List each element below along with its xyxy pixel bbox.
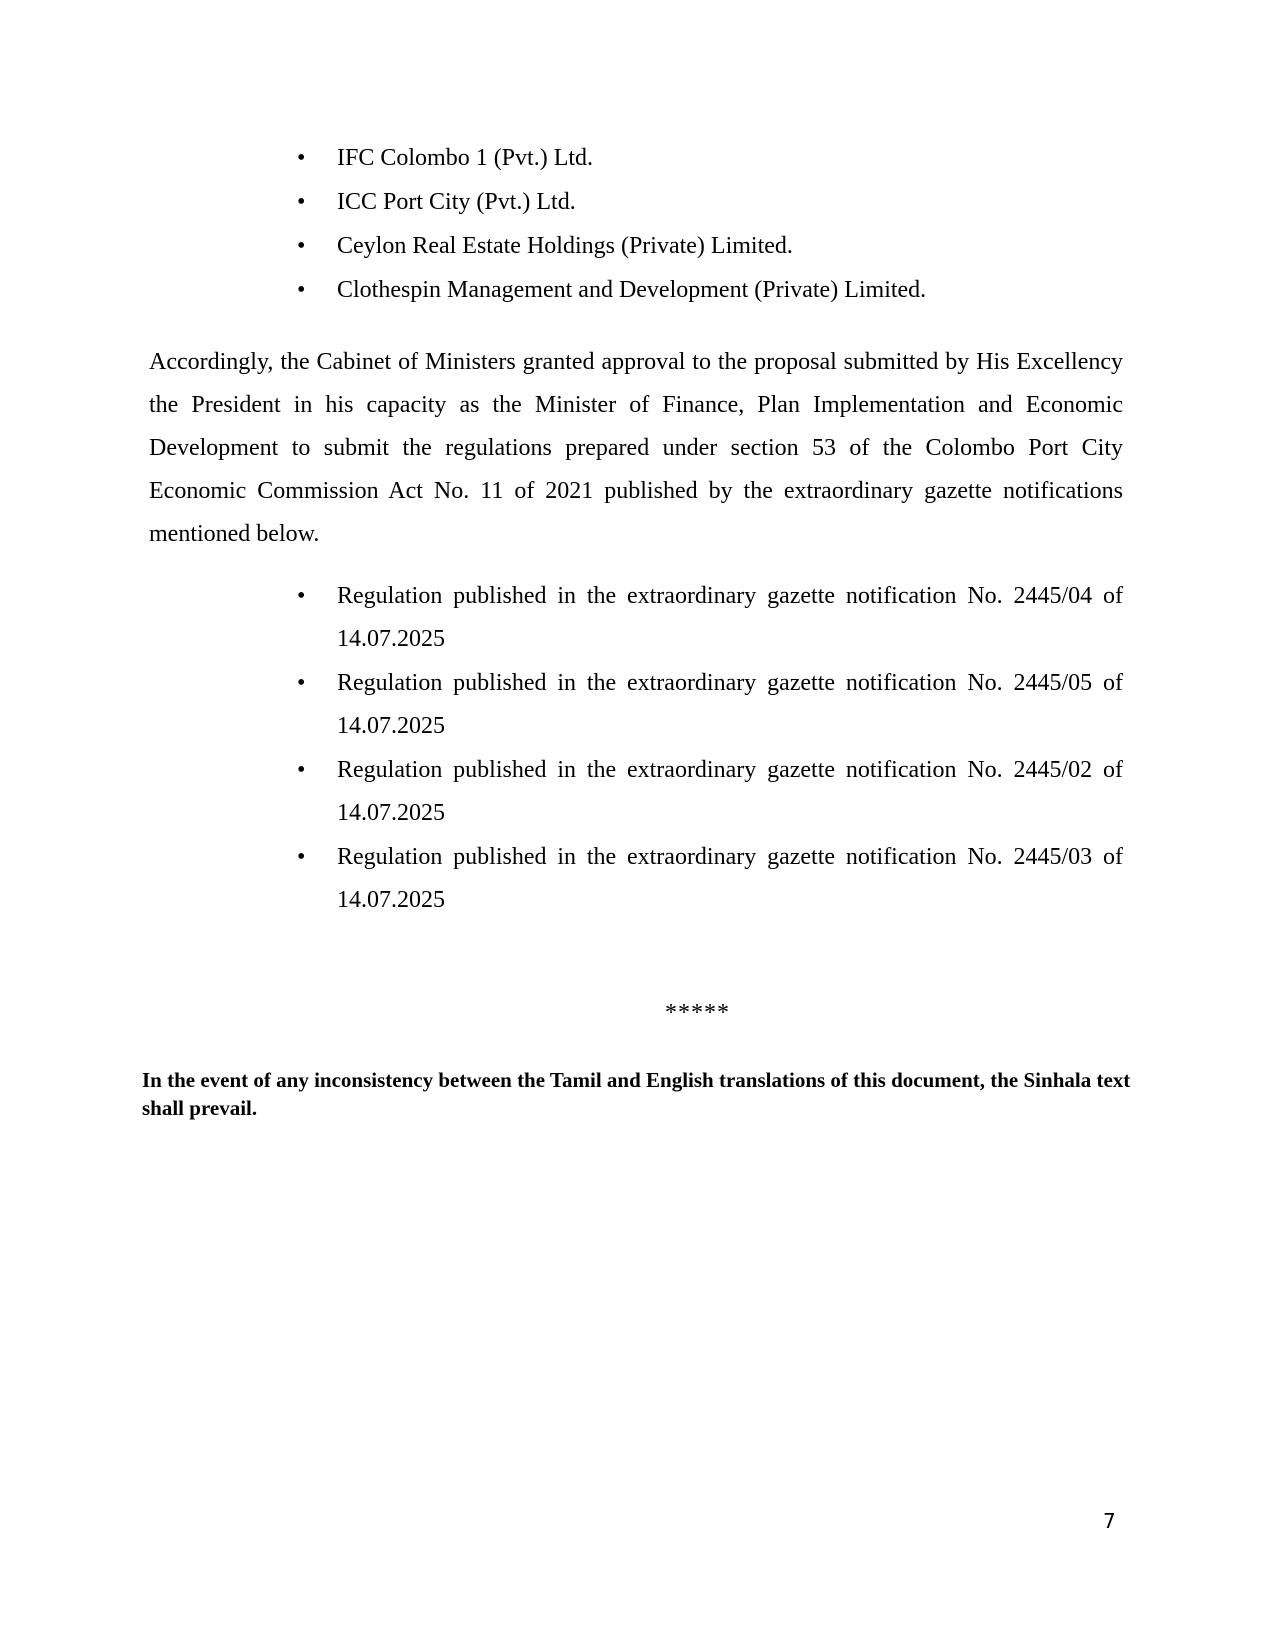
- company-name: Clothespin Management and Development (Private) Limited.: [337, 277, 927, 303]
- section-separator: *****: [665, 1000, 730, 1026]
- company-name: Ceylon Real Estate Holdings (Private) Limited.: [337, 233, 793, 259]
- list-item: [0, 184, 1275, 228]
- company-name: ICC Port City (Pvt.) Ltd.: [337, 189, 576, 215]
- list-item: [0, 836, 1275, 923]
- list-item: [0, 140, 1275, 184]
- list-item: [0, 272, 1275, 316]
- list-item: [0, 662, 1275, 749]
- gazette-regulation-list: [0, 575, 1275, 923]
- bullet-icon: •: [297, 844, 306, 870]
- page-number: 7: [1103, 1509, 1116, 1533]
- bullet-icon: •: [297, 145, 306, 171]
- bullet-icon: •: [297, 583, 306, 609]
- list-item: [0, 575, 1275, 662]
- list-item: [0, 749, 1275, 836]
- company-name: IFC Colombo 1 (Pvt.) Ltd.: [337, 145, 594, 171]
- bullet-icon: •: [297, 233, 306, 259]
- cabinet-decision-paragraph: Accordingly, the Cabinet of Ministers granted approval to the proposal submitted by His Excellency the President in his capacity as the Minister of Finance, Plan Implementation and Economic Development to submit the regulations prepared under section 53 of the Colombo Port City Economic Commission Act No. 11 of 2021 published by the extraordinary gazette notifications mentioned below.: [149, 349, 1123, 547]
- bullet-icon: •: [297, 670, 306, 696]
- bullet-icon: •: [297, 757, 306, 783]
- regulation-item: Regulation published in the extraordinary gazette notification No. 2445/05 of 14.07.2025: [337, 670, 1123, 739]
- list-item: [0, 228, 1275, 272]
- bullet-icon: •: [297, 277, 306, 303]
- company-list: [0, 140, 1275, 316]
- bullet-icon: •: [297, 189, 306, 215]
- regulation-item: Regulation published in the extraordinary gazette notification No. 2445/02 of 14.07.2025: [337, 757, 1123, 826]
- regulation-item: Regulation published in the extraordinary gazette notification No. 2445/04 of 14.07.2025: [337, 583, 1123, 652]
- regulation-item: Regulation published in the extraordinary gazette notification No. 2445/03 of 14.07.2025: [337, 844, 1123, 913]
- translation-disclaimer: In the event of any inconsistency between the Tamil and English translations of this document, the Sinhala text shall prevail.: [142, 1068, 1131, 1120]
